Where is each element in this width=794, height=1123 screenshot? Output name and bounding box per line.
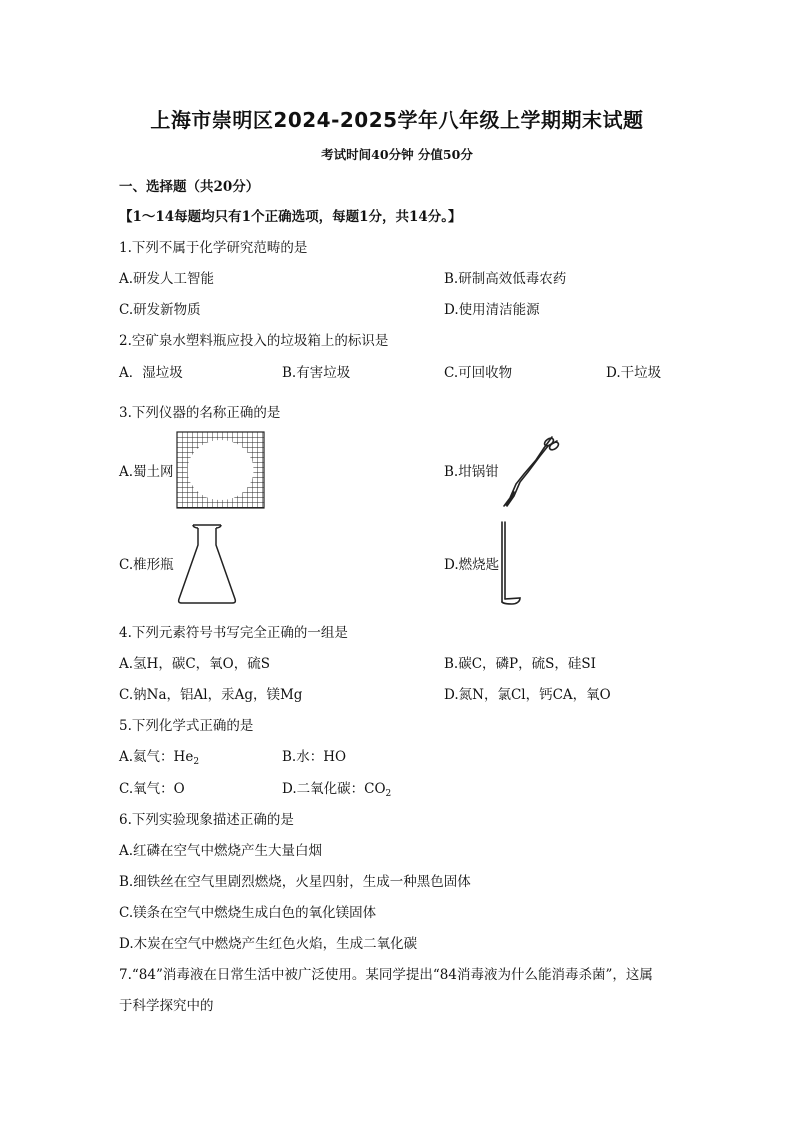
question-4-option-c: C.钠Na，铝Al，汞Ag，镁Mg [119,687,303,703]
question-3-option-a: A.蜀土网 [119,464,174,480]
question-1-option-c: C.研发新物质 [119,302,201,318]
question-6-option-a: A.红磷在空气中燃烧产生大量白烟 [119,843,323,859]
question-6-option-b: B.细铁丝在空气里剧烈燃烧，火星四射，生成一种黑色固体 [119,874,471,890]
question-7-stem-line-1: 7.“84”消毒液在日常生活中被广泛使用。某同学提出“84消毒液为什么能消毒杀菌”，这属 [119,967,653,983]
subscript: 2 [193,757,200,767]
question-5-option-d [282,780,391,798]
question-2-stem: 2.空矿泉水塑料瓶应投入的垃圾箱上的标识是 [119,333,389,349]
question-2-option-a: A．湿垃圾 [119,365,183,381]
wire-gauze-icon [177,432,264,508]
question-5-option-a-text: A.氦气：He [119,749,194,765]
section-instruction: 【1～14每题均只有1个正确选项，每题1分，共14分。】 [119,209,462,225]
exam-info: 考试时间40分钟 分值50分 [321,147,473,162]
question-4-stem: 4.下列元素符号书写完全正确的一组是 [119,625,348,641]
crucible-tongs-icon [500,432,560,508]
conical-flask-icon [176,523,238,605]
question-6-stem: 6.下列实验现象描述正确的是 [119,812,294,828]
question-5-stem: 5.下列化学式正确的是 [119,718,254,734]
question-3-option-b: B.坩锅钳 [444,464,499,480]
question-1-stem: 1.下列不属于化学研究范畴的是 [119,240,308,256]
question-7-stem-line-2: 于科学探究中的 [119,998,214,1014]
question-3-option-d: D.燃烧匙 [444,557,500,573]
question-5-option-c: C.氧气：O [119,781,185,797]
question-2-option-c: C.可回收物 [444,365,513,381]
question-2-option-b: B.有害垃圾 [282,365,351,381]
question-4-option-a: A.氢H，碳C，氧O，硫S [119,656,270,672]
question-6-option-c: C.镁条在空气中燃烧生成白色的氧化镁固体 [119,905,377,921]
question-1-option-a: A.研发人工智能 [119,271,215,287]
question-5-option-a [119,748,199,766]
page-title: 上海市崇明区2024-2025学年八年级上学期期末试题 [150,108,644,132]
question-5-option-b: B.水：HO [282,749,347,765]
question-4-option-d: D.氮N，氯Cl，钙CA，氧O [444,687,611,703]
question-6-option-d: D.木炭在空气中燃烧产生红色火焰，生成二氧化碳 [119,936,418,952]
question-3-option-c: C.椎形瓶 [119,557,174,573]
combustion-spoon-icon [496,520,526,608]
question-3-stem: 3.下列仪器的名称正确的是 [119,405,281,421]
question-5-option-d-text: D.二氧化碳：CO [282,781,386,797]
question-1-option-b: B.研制高效低毒农药 [444,271,567,287]
question-4-option-b: B.碳C，磷P，硫S，硅SI [444,656,596,672]
section-heading: 一、选择题（共20分） [119,179,260,195]
question-2-option-d: D.干垃圾 [606,365,662,381]
subscript: 2 [385,789,392,799]
question-1-option-d: D.使用清洁能源 [444,302,540,318]
